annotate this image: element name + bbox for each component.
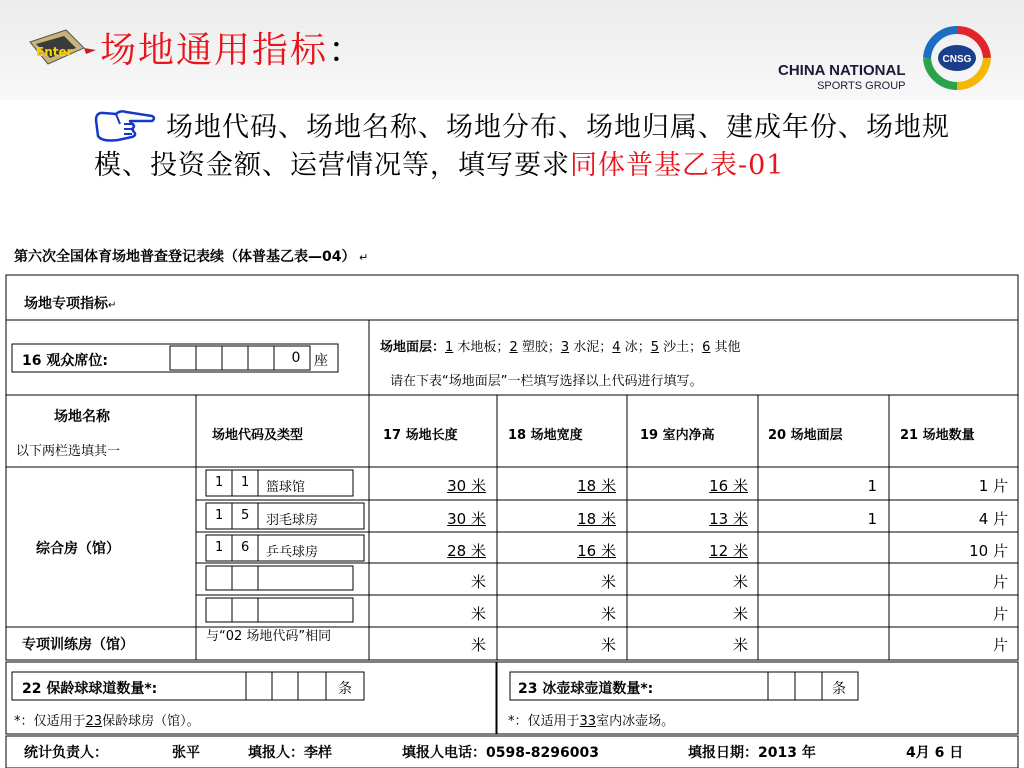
length-value[interactable]: 28 米 xyxy=(447,542,486,560)
code-digit[interactable]: 1 xyxy=(215,540,224,555)
header-surface: 20 场地面层 xyxy=(768,428,843,443)
enter-logo xyxy=(26,28,96,70)
length-value[interactable]: 米 xyxy=(470,636,486,654)
seats-unit: 座 xyxy=(314,353,328,369)
venue-type[interactable]: 篮球馆 xyxy=(266,480,306,495)
venue-type[interactable]: 乒乓球房 xyxy=(266,545,319,560)
width-value[interactable]: 米 xyxy=(600,605,616,623)
code-digit[interactable]: 5 xyxy=(241,508,250,523)
page-title: 场地通用指标： xyxy=(100,30,367,71)
logo-text: Enter xyxy=(36,45,73,59)
code-digit[interactable]: 1 xyxy=(215,475,224,490)
height-value[interactable]: 米 xyxy=(732,605,748,623)
group-label: 综合房（馆） xyxy=(36,541,120,557)
svg-text:CNSG: CNSG xyxy=(942,54,972,65)
width-value[interactable]: 米 xyxy=(600,573,616,591)
header-width: 18 场地宽度 xyxy=(508,428,583,443)
date-month-day[interactable]: 4月 6 日 xyxy=(906,745,964,761)
curling-unit: 条 xyxy=(832,681,846,697)
width-value[interactable]: 16 米 xyxy=(577,542,616,560)
height-value[interactable]: 13 米 xyxy=(709,510,748,528)
height-value[interactable]: 16 米 xyxy=(709,477,748,495)
length-value[interactable]: 米 xyxy=(470,605,486,623)
venue-type[interactable]: 羽毛球房 xyxy=(266,513,319,528)
length-value[interactable]: 30 米 xyxy=(447,477,486,495)
code-digit[interactable]: 1 xyxy=(241,475,250,490)
stat-name[interactable]: 张平 xyxy=(172,745,200,761)
count-value[interactable]: 片 xyxy=(992,605,1008,623)
bowling-note: *：仅适用于23保龄球房（馆）。 xyxy=(14,714,200,729)
length-value[interactable]: 30 米 xyxy=(447,510,486,528)
width-value[interactable]: 18 米 xyxy=(577,477,616,495)
count-value[interactable]: 片 xyxy=(992,636,1008,654)
curling-note: *：仅适用于33室内冰壶场。 xyxy=(508,714,675,729)
brand-name: CHINA NATIONAL SPORTS GROUP xyxy=(778,62,906,92)
surface-legend: 场地面层：1 木地板；2 塑胶；3 水泥；4 冰；5 沙土；6 其他 xyxy=(380,340,741,355)
count-value[interactable]: 1 片 xyxy=(978,477,1008,495)
header-name-note: 以下两栏选填其一 xyxy=(16,444,121,459)
header-count: 21 场地数量 xyxy=(900,428,975,443)
bowling-unit: 条 xyxy=(338,681,352,697)
header-height: 19 室内净高 xyxy=(640,428,715,443)
stat-label: 统计负责人： xyxy=(24,745,108,761)
bowling-label: 22 保龄球球道数量*: xyxy=(22,681,158,697)
code-digit[interactable]: 6 xyxy=(241,540,250,555)
pointing-hand-icon xyxy=(94,108,156,142)
code-digit[interactable]: 1 xyxy=(215,508,224,523)
section-title: 场地专项指标↵ xyxy=(24,296,117,312)
training-note: 与“02 场地代码”相同 xyxy=(206,629,332,644)
count-value[interactable]: 4 片 xyxy=(978,510,1008,528)
count-value[interactable]: 片 xyxy=(992,573,1008,591)
width-value[interactable]: 18 米 xyxy=(577,510,616,528)
header-name: 场地名称 xyxy=(54,409,110,425)
phone-label[interactable]: 填报人电话：0598-8296003 xyxy=(402,745,599,761)
seats-digit-5[interactable]: 0 xyxy=(291,350,301,366)
header-code: 场地代码及类型 xyxy=(212,428,304,443)
surface-value[interactable]: 1 xyxy=(867,510,877,528)
height-value[interactable]: 米 xyxy=(732,636,748,654)
height-value[interactable]: 12 米 xyxy=(709,542,748,560)
cnsg-logo xyxy=(922,26,992,90)
height-value[interactable]: 米 xyxy=(732,573,748,591)
surface-value[interactable]: 1 xyxy=(867,477,877,495)
description-text: 场地代码、场地名称、场地分布、场地归属、建成年份、场地规模、投资金额、运营情况等，填写要求同体普基乙表-01 xyxy=(94,108,974,185)
curling-label: 23 冰壶球壶道数量*: xyxy=(518,681,654,697)
seats-label: 16 观众席位: xyxy=(22,353,108,369)
header-length: 17 场地长度 xyxy=(383,428,458,443)
reporter-label[interactable]: 填报人：李样 xyxy=(248,745,332,761)
length-value[interactable]: 米 xyxy=(470,573,486,591)
training-label: 专项训练房（馆） xyxy=(22,637,134,653)
date-label[interactable]: 填报日期：2013 年 xyxy=(688,745,816,761)
form-heading: 第六次全国体育场地普查登记表续（体普基乙表—04） ↵ xyxy=(14,249,369,265)
width-value[interactable]: 米 xyxy=(600,636,616,654)
count-value[interactable]: 10 片 xyxy=(969,542,1008,560)
surface-instruction: 请在下表“场地面层”一栏填写选择以上代码进行填写。 xyxy=(390,374,703,389)
